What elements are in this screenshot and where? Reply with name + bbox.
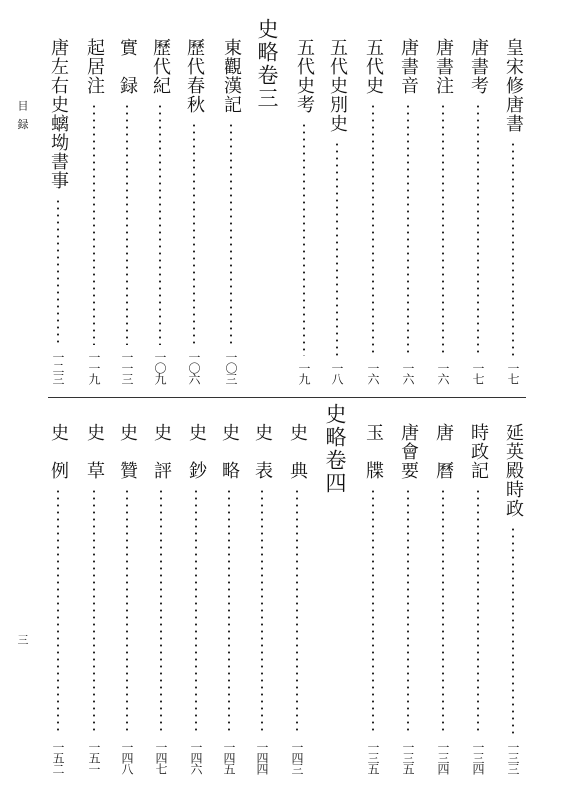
toc-entry-title: 東觀漢記 bbox=[221, 38, 242, 114]
toc-entry-page: 一七 bbox=[471, 362, 485, 384]
toc-entry-page: 一四四 bbox=[255, 741, 269, 774]
toc-entry bbox=[46, 423, 70, 774]
dot-leader bbox=[296, 488, 298, 735]
toc-entry-title: 歷代春秋 bbox=[184, 38, 205, 114]
toc-entry-title: 唐書考 bbox=[468, 38, 489, 95]
dot-leader bbox=[261, 488, 263, 735]
dot-leader bbox=[372, 103, 374, 356]
dot-leader bbox=[336, 141, 338, 356]
toc-entry bbox=[285, 423, 309, 774]
dot-leader bbox=[93, 488, 95, 735]
toc-entry-page: 一三三 bbox=[506, 741, 520, 774]
toc-entry bbox=[82, 38, 106, 384]
volume-header-title: 史略卷三 bbox=[255, 18, 279, 110]
dot-leader bbox=[372, 488, 374, 735]
toc-entry-page: 一四七 bbox=[154, 741, 168, 774]
toc-entry-title: 史 表 bbox=[252, 423, 273, 480]
dot-leader bbox=[407, 103, 409, 356]
toc-entry bbox=[361, 423, 385, 774]
toc-entry bbox=[184, 423, 208, 774]
toc-entry-title: 五代史 bbox=[363, 38, 384, 95]
dot-leader bbox=[93, 103, 95, 345]
dot-leader bbox=[228, 488, 230, 735]
dot-leader bbox=[126, 103, 128, 345]
toc-entry-page: 一四六 bbox=[189, 741, 203, 774]
toc-entry-title: 史 典 bbox=[287, 423, 308, 480]
toc-entry bbox=[250, 423, 274, 774]
toc-entry-title: 歷代紀 bbox=[150, 38, 171, 95]
toc-entry-page: 一六 bbox=[366, 362, 380, 384]
volume-header bbox=[323, 403, 347, 774]
toc-entry-page: 一一九 bbox=[87, 351, 101, 384]
toc-entry-title: 皇宋修唐書 bbox=[503, 38, 524, 133]
toc-entry-title: 五代史考 bbox=[294, 38, 315, 114]
toc-entry bbox=[396, 38, 420, 384]
toc-entry bbox=[501, 38, 525, 384]
toc-entry-title: 唐書注 bbox=[433, 38, 454, 95]
toc-entry bbox=[361, 38, 385, 384]
toc-entry-page: 一〇九 bbox=[153, 351, 167, 384]
margin-section-label: 目 録 bbox=[16, 100, 29, 132]
toc-entry-page: 一〇六 bbox=[187, 351, 201, 384]
toc-entry bbox=[182, 38, 206, 384]
toc-entry-title: 時政記 bbox=[468, 423, 489, 480]
toc-entry bbox=[396, 423, 420, 774]
toc-entry-title: 史 評 bbox=[151, 423, 172, 480]
dot-leader bbox=[477, 488, 479, 735]
toc-entry-title: 唐會要 bbox=[398, 423, 419, 480]
toc-entry-page: 一八 bbox=[330, 362, 344, 384]
toc-entry-page: 一五一 bbox=[87, 741, 101, 774]
dot-leader bbox=[160, 488, 162, 735]
toc-entry bbox=[466, 423, 490, 774]
toc-entry-title: 唐左右史螭坳書事 bbox=[48, 38, 69, 190]
toc-entry-page: 一三四 bbox=[471, 741, 485, 774]
toc-entry-page: 一七 bbox=[506, 362, 520, 384]
dot-leader bbox=[512, 526, 514, 735]
toc-entry-page: 一三五 bbox=[401, 741, 415, 774]
margin-page-number: 三 bbox=[16, 634, 29, 647]
toc-entry-title: 起居注 bbox=[84, 38, 105, 95]
toc-entry-page: 一三四 bbox=[436, 741, 450, 774]
toc-entry-page: 一四八 bbox=[120, 741, 134, 774]
dot-leader bbox=[442, 103, 444, 356]
dot-leader bbox=[159, 103, 161, 345]
divider-rule bbox=[48, 397, 526, 398]
toc-entry-title: 史 贊 bbox=[117, 423, 138, 480]
toc-entry-page: 一一三 bbox=[120, 351, 134, 384]
dot-leader bbox=[303, 122, 305, 356]
toc-entry-page: 一二三 bbox=[51, 351, 65, 384]
toc-entry bbox=[292, 38, 316, 384]
dot-leader bbox=[407, 488, 409, 735]
toc-entry-title: 延英殿時政 bbox=[503, 423, 524, 518]
toc-entry-page: 一六 bbox=[436, 362, 450, 384]
dot-leader bbox=[230, 122, 232, 345]
toc-entry-page: 一九 bbox=[297, 362, 311, 384]
dot-leader bbox=[57, 488, 59, 735]
dot-leader bbox=[195, 488, 197, 735]
toc-entry-title: 實 録 bbox=[117, 38, 138, 95]
toc-entry-page: 一四五 bbox=[222, 741, 236, 774]
toc-entry-title: 唐 曆 bbox=[433, 423, 454, 480]
toc-entry-page: 一四三 bbox=[290, 741, 304, 774]
toc-entry bbox=[217, 423, 241, 774]
toc-entry-title: 史 鈔 bbox=[186, 423, 207, 480]
toc-entry-page: 一五二 bbox=[51, 741, 65, 774]
toc-entry-title: 史 例 bbox=[48, 423, 69, 480]
volume-header-title: 史略卷四 bbox=[323, 403, 347, 495]
dot-leader bbox=[126, 488, 128, 735]
dot-leader bbox=[57, 198, 59, 345]
toc-entry bbox=[325, 38, 349, 384]
toc-entry bbox=[466, 38, 490, 384]
toc-entry bbox=[82, 423, 106, 774]
toc-entry bbox=[219, 38, 243, 384]
toc-entry bbox=[115, 38, 139, 384]
volume-header bbox=[255, 18, 279, 384]
dot-leader bbox=[442, 488, 444, 735]
toc-entry-title: 玉 牒 bbox=[363, 423, 384, 480]
dot-leader bbox=[512, 141, 514, 356]
toc-entry-title: 史 草 bbox=[84, 423, 105, 480]
dot-leader bbox=[193, 122, 195, 345]
toc-entry-title: 史 略 bbox=[219, 423, 240, 480]
toc-entry bbox=[431, 38, 455, 384]
toc-entry-page: 一三五 bbox=[366, 741, 380, 774]
toc-entry bbox=[148, 38, 172, 384]
toc-entry bbox=[46, 38, 70, 384]
dot-leader bbox=[477, 103, 479, 356]
toc-entry-title: 唐書音 bbox=[398, 38, 419, 95]
toc-entry-title: 五代史別史 bbox=[327, 38, 348, 133]
toc-entry bbox=[115, 423, 139, 774]
toc-entry-page: 一六 bbox=[401, 362, 415, 384]
toc-entry-page: 一〇三 bbox=[224, 351, 238, 384]
toc-entry bbox=[501, 423, 525, 774]
toc-entry bbox=[431, 423, 455, 774]
toc-entry bbox=[149, 423, 173, 774]
